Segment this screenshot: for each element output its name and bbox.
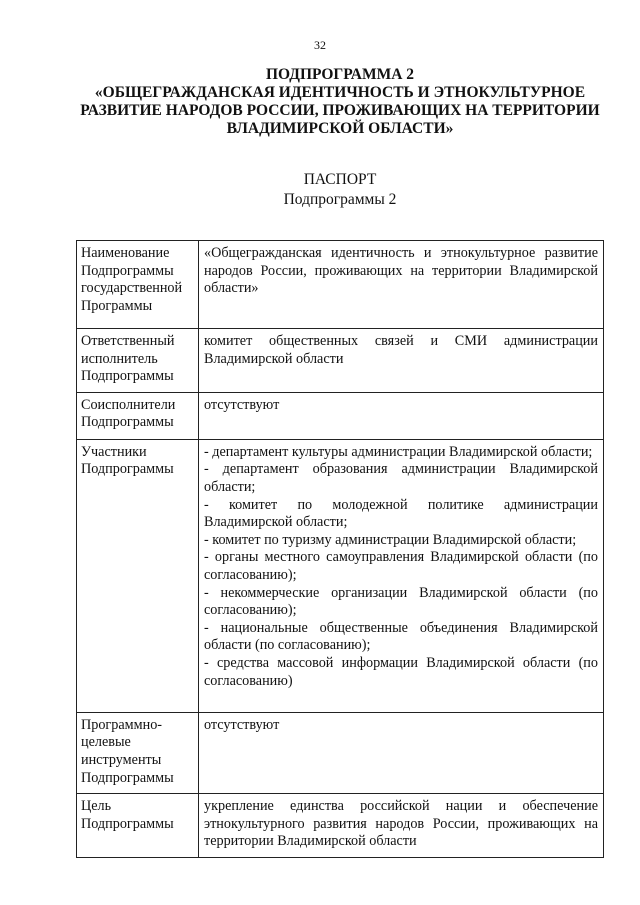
list-item: - органы местного самоуправления Владимирской области (по согласованию); [204, 549, 598, 583]
list-item: - комитет по молодежной политике администрации Владимирской области; [204, 496, 598, 531]
list-item: - средства массовой информации Владимирской области (по согласованию) [204, 654, 598, 689]
row-label: Наименование Подпрограммы государственной Программы [77, 241, 199, 329]
subprogram-title [60, 66, 620, 138]
page-number: 32 [314, 38, 326, 52]
list-item: - некоммерческие организации Владимирской области (по согласованию); [204, 584, 598, 619]
row-label: Ответственный исполнитель Подпрограммы [77, 329, 199, 393]
list-item: - национальные общественные объединения Владимирской области (по согласованию); [204, 619, 598, 654]
table-row [77, 392, 604, 439]
row-value: укрепление единства российской нации и обеспечение этнокультурного развития народов России, проживающих на территории Владимирской области [199, 794, 604, 858]
table-row [77, 712, 604, 793]
row-label: Соисполнители Подпрограммы [77, 392, 199, 439]
list-item: - департамент образования администрации Владимирской области; [204, 461, 598, 495]
table-row [77, 329, 604, 393]
list-item: - департамент культуры администрации Владимирской области; [204, 443, 593, 460]
row-value: комитет общественных связей и СМИ администрации Владимирской области [199, 329, 604, 393]
passport-table [76, 240, 604, 858]
row-label: Программно-целевые инструменты Подпрограммы [77, 712, 199, 793]
title-line: ВЛАДИМИРСКОЙ ОБЛАСТИ» [226, 120, 454, 137]
passport-heading: ПАСПОРТ [303, 171, 377, 188]
row-value: отсутствуют [199, 392, 604, 439]
table-row [77, 439, 604, 712]
passport-heading-block [0, 170, 640, 210]
row-label: Цель Подпрограммы [77, 794, 199, 858]
title-line: РАЗВИТИЕ НАРОДОВ РОССИИ, ПРОЖИВАЮЩИХ НА ТЕРРИТОРИИ [80, 102, 600, 119]
title-line: ПОДПРОГРАММА 2 [265, 66, 415, 83]
participants-list [199, 439, 604, 712]
title-line: «ОБЩЕГРАЖДАНСКАЯ ИДЕНТИЧНОСТЬ И ЭТНОКУЛЬТУРНОЕ [94, 84, 586, 101]
row-label: Участники Подпрограммы [77, 439, 199, 712]
table-row [77, 794, 604, 858]
row-value: «Общегражданская идентичность и этнокультурное развитие народов России, проживающих на территории Владимирской области» [199, 241, 604, 329]
list-item: - комитет по туризму администрации Владимирской области; [204, 531, 577, 548]
row-value: отсутствуют [199, 712, 604, 793]
passport-subheading: Подпрограммы 2 [283, 191, 397, 208]
table-row [77, 241, 604, 329]
